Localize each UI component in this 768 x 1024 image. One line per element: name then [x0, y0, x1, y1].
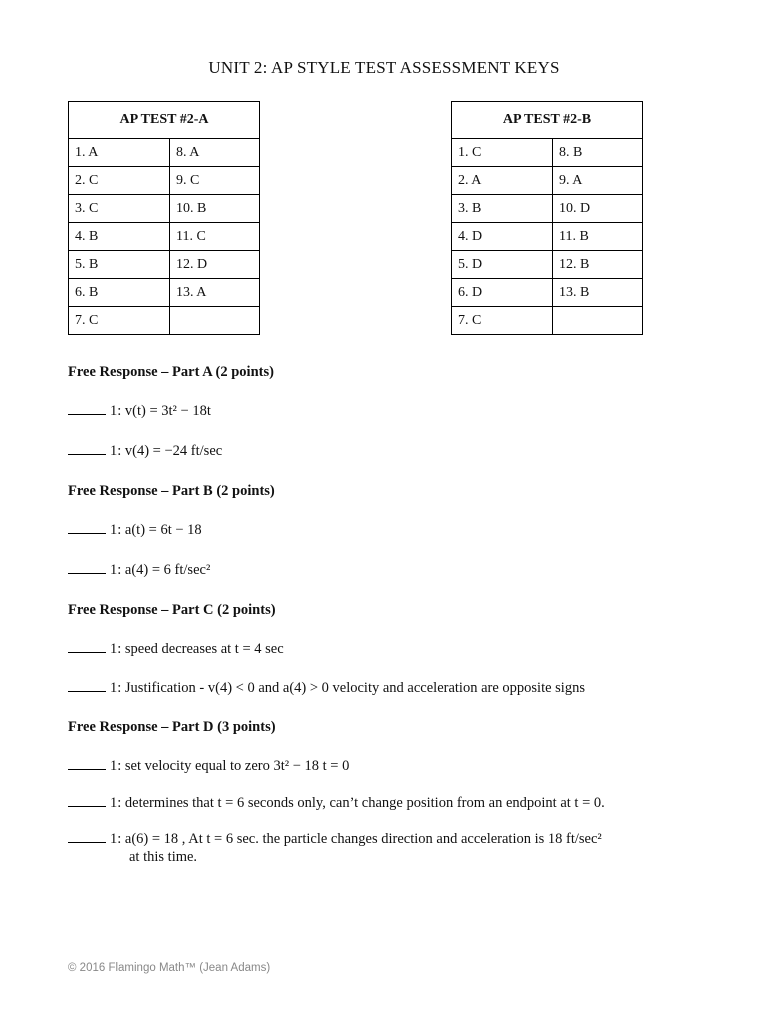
table-row [452, 167, 643, 195]
rubric-text: 1: v(4) = −24 ft/sec [110, 443, 223, 459]
rubric-line [68, 831, 602, 848]
score-blank[interactable] [68, 573, 106, 574]
part-c-heading: Free Response – Part C (2 points) [68, 602, 276, 618]
score-blank[interactable] [68, 842, 106, 843]
rubric-text: 1: a(t) = 6t − 18 [110, 522, 202, 538]
table-row [452, 195, 643, 223]
table-cell: 1. A [69, 139, 170, 167]
part-a-heading: Free Response – Part A (2 points) [68, 364, 274, 380]
rubric-text: 1: a(4) = 6 ft/sec² [110, 562, 211, 578]
part-d-heading: Free Response – Part D (3 points) [68, 719, 276, 735]
rubric-text: 1: a(6) = 18 , At t = 6 sec. the particle changes direction and acceleration is 18 ft/sec² [110, 831, 602, 847]
answer-key-table-a [68, 101, 260, 335]
rubric-line [68, 403, 211, 420]
rubric-line [68, 680, 585, 697]
table-cell: 9. C [170, 167, 260, 195]
table-row [69, 223, 260, 251]
table-cell: 1. C [452, 139, 553, 167]
table-row [452, 223, 643, 251]
table-row [452, 251, 643, 279]
copyright-footer: © 2016 Flamingo Math™ (Jean Adams) [68, 962, 271, 974]
rubric-continuation: at this time. [129, 849, 198, 865]
table-row [452, 139, 643, 167]
part-b-heading: Free Response – Part B (2 points) [68, 483, 275, 499]
table-cell: 13. B [553, 279, 643, 307]
table-cell: 3. B [452, 195, 553, 223]
table-row [69, 279, 260, 307]
rubric-text: 1: v(t) = 3t² − 18t [110, 403, 211, 419]
rubric-text: 1: speed decreases at t = 4 sec [110, 641, 284, 657]
table-row [452, 279, 643, 307]
table-cell: 13. A [170, 279, 260, 307]
table-row [69, 167, 260, 195]
table-cell: 9. A [553, 167, 643, 195]
table-cell: 3. C [69, 195, 170, 223]
rubric-line [68, 758, 349, 775]
score-blank[interactable] [68, 691, 106, 692]
table-cell: 4. D [452, 223, 553, 251]
page-title: UNIT 2: AP STYLE TEST ASSESSMENT KEYS [208, 58, 560, 77]
rubric-text: 1: determines that t = 6 seconds only, can’t change position from an endpoint at t = 0. [110, 795, 605, 811]
table-row [69, 307, 260, 335]
table-row [69, 195, 260, 223]
table-cell: 8. B [553, 139, 643, 167]
table-cell: 12. D [170, 251, 260, 279]
table-cell: 12. B [553, 251, 643, 279]
score-blank[interactable] [68, 806, 106, 807]
rubric-line [68, 443, 222, 460]
table-cell: 4. B [69, 223, 170, 251]
score-blank[interactable] [68, 652, 106, 653]
score-blank[interactable] [68, 454, 106, 455]
table-header: AP TEST #2-A [69, 102, 260, 139]
table-cell: 2. C [69, 167, 170, 195]
table-cell: 7. C [69, 307, 170, 335]
table-cell: 11. C [170, 223, 260, 251]
table-cell: 11. B [553, 223, 643, 251]
score-blank[interactable] [68, 769, 106, 770]
rubric-line [68, 522, 202, 539]
rubric-text: 1: set velocity equal to zero 3t² − 18 t = 0 [110, 758, 350, 774]
table-cell: 6. B [69, 279, 170, 307]
rubric-line [68, 795, 605, 812]
table-cell: 5. B [69, 251, 170, 279]
table-row [69, 251, 260, 279]
table-header: AP TEST #2-B [452, 102, 643, 139]
table-cell: 7. C [452, 307, 553, 335]
table-cell [553, 307, 643, 335]
table-row [69, 139, 260, 167]
rubric-line [68, 562, 210, 579]
table-cell: 6. D [452, 279, 553, 307]
table-cell: 10. D [553, 195, 643, 223]
table-cell: 2. A [452, 167, 553, 195]
score-blank[interactable] [68, 414, 106, 415]
rubric-line [68, 641, 284, 658]
table-cell [170, 307, 260, 335]
table-cell: 8. A [170, 139, 260, 167]
table-row [452, 307, 643, 335]
table-cell: 5. D [452, 251, 553, 279]
answer-key-table-b [451, 101, 643, 335]
score-blank[interactable] [68, 533, 106, 534]
table-cell: 10. B [170, 195, 260, 223]
rubric-text: 1: Justification - v(4) < 0 and a(4) > 0 velocity and acceleration are opposite signs [110, 680, 585, 696]
